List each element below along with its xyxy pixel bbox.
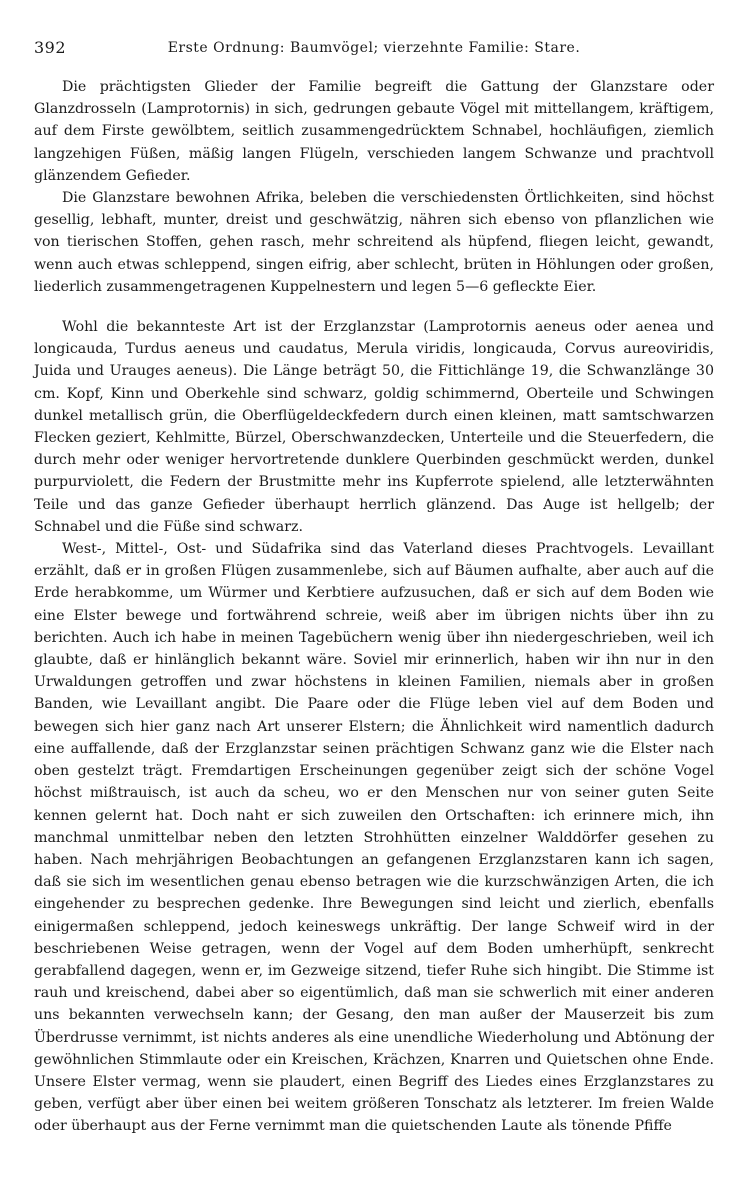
- section-gap: [34, 298, 714, 316]
- page-body: [34, 76, 714, 1138]
- paragraph-glanzstare-habits: Die Glanzstare bewohnen Afrika, beleben die verschiedensten Örtlichkeiten, sind höchst gesellig, lebhaft, munter, dreist und geschwätzig, nähren sich ebenso von pflanzlichen wie von tierischen Stoffen, gehen rasch, mehr schreitend als hüpfend, fliegen leicht, gewandt, wenn auch etwas schleppend, singen eifrig, aber schlecht, brüten in Höhlungen oder großen, liederlich zusammengetragenen Kuppelnestern und legen 5—6 gefleckte Eier.: [34, 190, 714, 295]
- page-number: 392: [34, 38, 67, 57]
- paragraph-erzglanzstar-behaviour: West-, Mittel-, Ost- und Südafrika sind das Vaterland dieses Prachtvogels. Levaillant erzählt, daß er in großen Flügen zusammenlebe, sich auf Bäumen aufhalte, aber auch auf die Erde herabkomme, um Würmer und Kerbtiere aufzusuchen, daß er sich auf dem Boden wie eine Elster bewege und fortwährend schreie, weiß aber im übrigen nichts über ihn zu berichten. Auch ich habe in meinen Tagebüchern wenig über ihn niedergeschrieben, weil ich glaubte, daß er hinlänglich bekannt wäre. Soviel mir erinnerlich, haben wir ihn nur in den Urwaldungen getroffen und zwar höchstens in kleinen Familien, niemals aber in großen Banden, wie Levaillant angibt. Die Paare oder die Flüge leben viel auf dem Boden und bewegen sich hier ganz nach Art unserer Elstern; die Ähnlichkeit wird namentlich dadurch eine auffallende, daß der Erzglanzstar seinen prächtigen Schwanz ganz wie die Elster nach oben gestelzt trägt. Fremdartigen Erscheinungen gegenüber zeigt sich der schöne Vogel höchst mißtrauisch, ist auch da scheu, wo er den Menschen nur von seiner guten Seite kennen gelernt hat. Doch naht er sich zuweilen den Ortschaften: ich erinnere mich, ihn manchmal unmittelbar neben den letzten Strohhütten einzelner Walddörfer gesehen zu haben. Nach mehrjährigen Beobachtungen an gefangenen Erzglanzstaren kann ich sagen, daß sie sich im wesentlichen genau ebenso betragen wie die kurzschwänzigen Arten, die ich eingehender zu besprechen gedenke. Ihre Bewegungen sind leicht und zierlich, ebenfalls einigermaßen schleppend, jedoch keineswegs unkräftig. Der lange Schweif wird in der beschriebenen Weise getragen, wenn der Vogel auf dem Boden umherhüpft, senkrecht gerabfallend dagegen, wenn er, im Gezweige sitzend, tiefer Ruhe sich hingibt. Die Stimme ist rauh und kreischend, dabei aber so eigentümlich, daß man sie schwerlich mit einer anderen uns bekannten verwechseln kann; der Gesang, den man außer der Mauserzeit bis zum Überdrusse vernimmt, ist nichts anderes als eine unendliche Wiederholung und Abtönung der gewöhnlichen Stimmlaute oder ein Kreischen, Krächzen, Knarren und Quietschen ohne Ende. Unsere Elster vermag, wenn sie plaudert, einen Begriff des Liedes eines Erzglanzstares zu geben, verfügt aber über einen bei weitem größeren Tonschatz als letzterer. Im freien Walde oder überhaupt aus der Ferne vernimmt man die quietschenden Laute als tönende Pfiffe: [34, 541, 714, 1135]
- paragraph-glanzstare-genus: Die prächtigsten Glieder der Familie begreift die Gattung der Glanzstare oder Glanzdrosseln (Lamprotornis) in sich, gedrungen gebaute Vögel mit mittellangem, kräftigem, auf dem Firste gewölbtem, seitlich zusammengedrücktem Schnabel, hochläufigen, ziemlich langzehigen Füßen, mäßig langen Flügeln, verschieden langem Schwanze und prachtvoll glänzendem Gefieder.: [34, 79, 714, 184]
- paragraph-erzglanzstar-description: Wohl die bekannteste Art ist der Erzglanzstar (Lamprotornis aeneus oder aenea und longicauda, Turdus aeneus und caudatus, Merula viridis, longicauda, Corvus aureoviridis, Juida und Urauges aeneus). Die Länge beträgt 50, die Fittichlänge 19, die Schwanzlänge 30 cm. Kopf, Kinn und Oberkehle sind schwarz, goldig schimmernd, Oberteile und Schwingen dunkel metallisch grün, die Oberflügeldeckfedern durch einen kleinen, matt samtschwarzen Flecken geziert, Kehlmitte, Bürzel, Oberschwanzdecken, Unterteile und die Steuerfedern, die durch mehr oder weniger hervortretende dunklere Querbinden geschmückt werden, dunkel purpurviolett, die Federn der Brustmitte mehr ins Kupferrote spielend, alle letzterwähnten Teile und das ganze Gefieder überhaupt herrlich glänzend. Das Auge ist hellgelb; der Schnabel und die Füße sind schwarz.: [34, 319, 714, 535]
- running-head: Erste Ordnung: Baumvögel; vierzehnte Familie: Stare.: [167, 40, 581, 56]
- page-header: [34, 38, 714, 62]
- book-page: [34, 38, 714, 1138]
